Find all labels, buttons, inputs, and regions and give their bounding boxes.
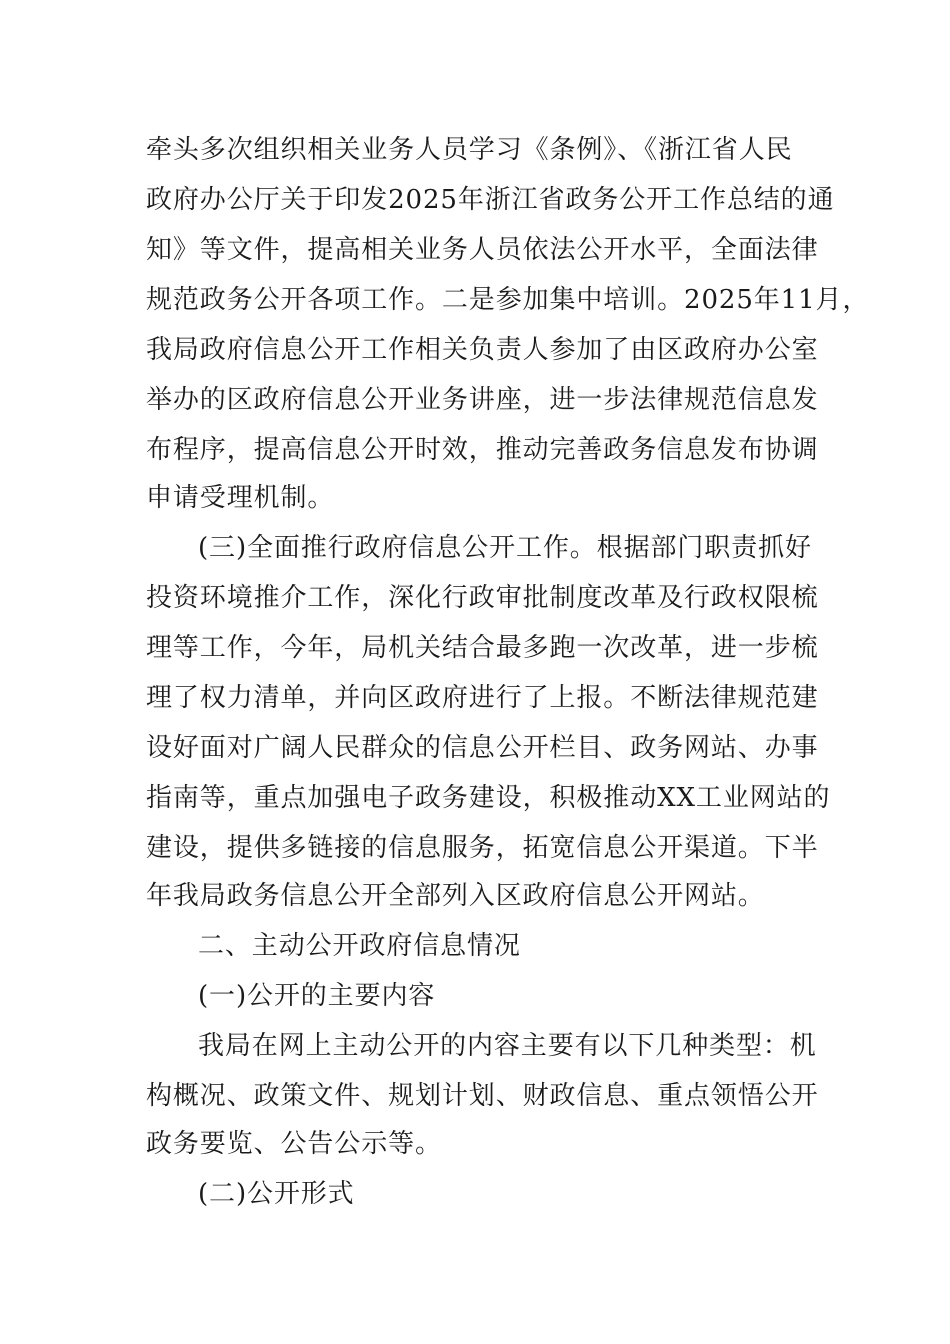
subsection-heading: (二)公开形式: [198, 1179, 355, 1209]
text-line: 理了权力清单，并向区政府进行了上报。不断法律规范建: [146, 683, 819, 713]
text-line: 我局在网上主动公开的内容主要有以下几种类型：机: [198, 1031, 817, 1061]
text-line: 理等工作，今年，局机关结合最多跑一次改革，进一步梳: [146, 633, 819, 663]
text-line: 布程序，提高信息公开时效，推动完善政务信息发布协调: [146, 435, 819, 465]
text-line: 我局政府信息公开工作相关负责人参加了由区政府办公室: [146, 335, 819, 365]
text-line: 知》等文件，提高相关业务人员依法公开水平，全面法律: [146, 235, 819, 265]
text-line: 政府办公厅关于印发2025年浙江省政务公开工作总结的通: [146, 185, 835, 215]
text-line: 政务要览、公告公示等。: [146, 1129, 442, 1159]
text-line: 申请受理机制。: [146, 483, 335, 513]
text-line: 设好面对广阔人民群众的信息公开栏目、政务网站、办事: [146, 733, 819, 763]
text-line: 建设，提供多链接的信息服务，拓宽信息公开渠道。下半: [146, 833, 819, 863]
section-heading: 二、主动公开政府信息情况: [198, 931, 521, 961]
text-line: 年我局政务信息公开全部列入区政府信息公开网站。: [146, 881, 765, 911]
text-line: 投资环境推介工作，深化行政审批制度改革及行政权限梳: [146, 583, 819, 613]
text-line: 规范政务公开各项工作。二是参加集中培训。2025年11月，: [146, 285, 870, 315]
text-line: (三)全面推行政府信息公开工作。根据部门职责抓好: [198, 533, 812, 563]
text-line: 构概况、政策文件、规划计划、财政信息、重点领悟公开: [146, 1081, 819, 1111]
text-line: 牵头多次组织相关业务人员学习《条例》、《浙江省人民: [146, 135, 793, 165]
text-line: 指南等，重点加强电子政务建设，积极推动XX工业网站的: [146, 783, 831, 813]
subsection-heading: (一)公开的主要内容: [198, 981, 436, 1011]
text-line: 举办的区政府信息公开业务讲座，进一步法律规范信息发: [146, 385, 819, 415]
